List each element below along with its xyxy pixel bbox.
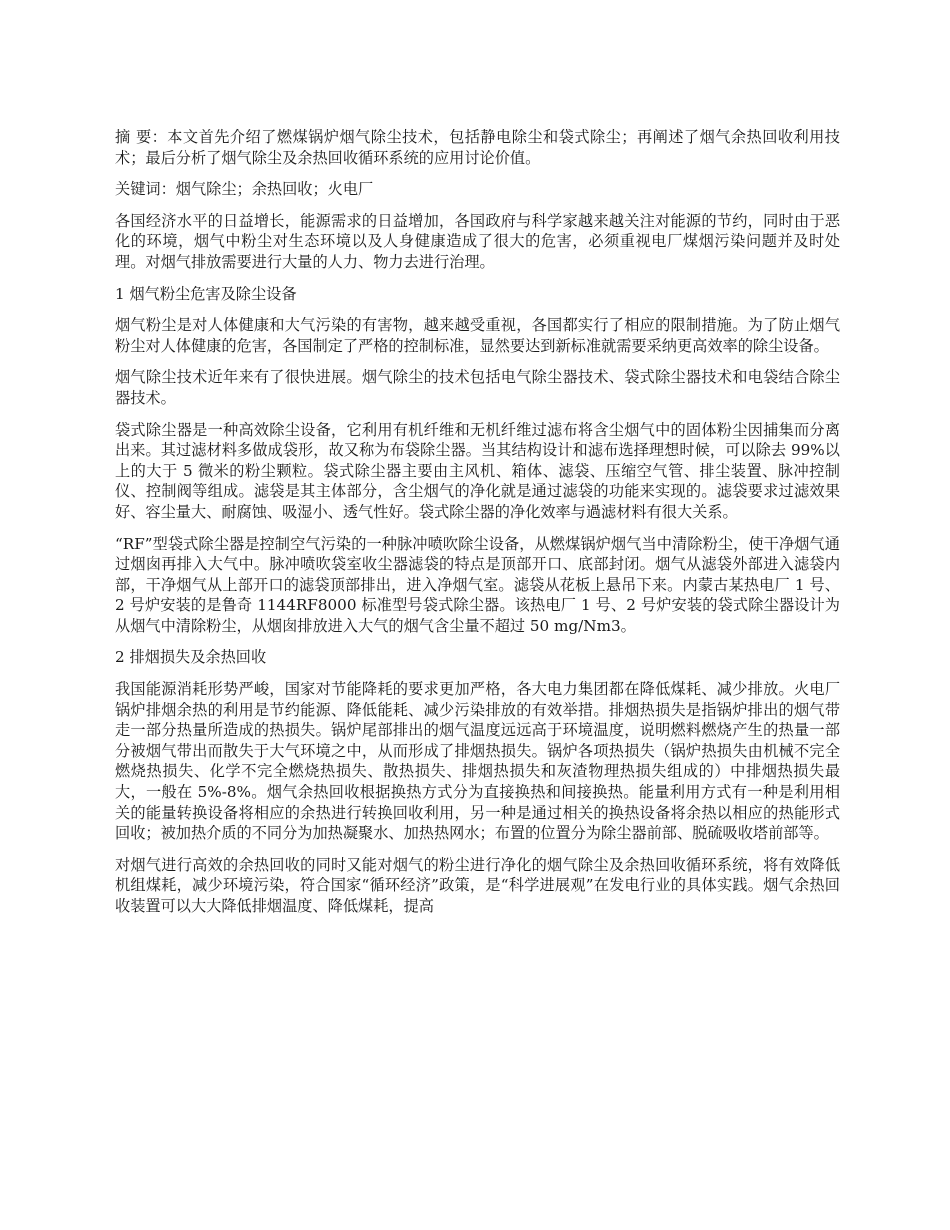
section-1-paragraph: 袋式除尘器是一种高效除尘设备，它利用有机纤维和无机纤维过滤布将含尘烟气中的固体粉尘因捕集而分离出来。其过滤材料多做成袋形，故又称为布袋除尘器。当其结构设计和滤布选择理想时候，可以除去 99%以上的大于 5 微米的粉尘颗粒。袋式除尘器主要由主风机、箱体、滤袋、压缩空气管、排尘装置、脉冲控制仪、控制阀等组成。滤袋是其主体部分，含尘烟气的净化就是通过滤袋的功能来实现的。滤袋要求过滤效果好、容尘量大、耐腐蚀、吸湿小、透气性好。袋式除尘器的净化效率与過滤材料有很大关系。 — [115, 420, 840, 521]
keywords-line: 关键词：烟气除尘；余热回收；火电厂 — [115, 180, 374, 199]
document-page — [115, 127, 840, 928]
section-1-paragraph: 烟气除尘技术近年来有了很快进展。烟气除尘的技术包括电气除尘器技术、袋式除尘器技术和电袋结合除尘器技术。 — [115, 368, 840, 407]
section-1-heading: 1 烟气粉尘危害及除尘设备 — [115, 284, 297, 303]
section-2-paragraph: 我国能源消耗形势严峻，国家对节能降耗的要求更加严格，各大电力集团都在降低煤耗、减少排放。火电厂锅炉排烟余热的利用是节约能源、降低能耗、减少污染排放的有效举措。排烟热损失是指锅炉排出的烟气带走一部分热量所造成的热损失。锅炉尾部排出的烟气温度远远高于环境温度，说明燃料燃烧产生的热量一部分被烟气带出而散失于大气环境之中，从而形成了排烟热损失。锅炉各项热损失（锅炉热损失由机械不完全燃烧热损失、化学不完全燃烧热损失、散热损失、排烟热损失和灰渣物理热损失组成的）中排烟热损失最大，一般在 5%-8%。烟气余热回收根据换热方式分为直接换热和间接换热。能量利用方式有一种是利用相关的能量转换设备将相应的余热进行转换回收利用，另一种是通过相关的换热设备将余热以相应的热能形式回收；被加热介质的不同分为加热凝聚水、加热热网水；布置的位置分为除尘器前部、脱硫吸收塔前部等。 — [115, 680, 840, 843]
intro-paragraph: 各国经济水平的日益增长，能源需求的日益增加，各国政府与科学家越来越关注对能源的节约，同时由于恶化的环境，烟气中粉尘对生态环境以及人身健康造成了很大的危害，必须重视电厂煤烟污染问题并及时处理。对烟气排放需要进行大量的人力、物力去进行治理。 — [115, 211, 840, 271]
section-2-heading: 2 排烟损失及余热回收 — [115, 648, 267, 667]
section-2-paragraph: 对烟气进行高效的余热回收的同时又能对烟气的粉尘进行净化的烟气除尘及余热回收循环系统，将有效降低机组煤耗，减少环境污染，符合国家“循环经济”政策，是“科学进展观”在发电行业的具体实践。烟气余热回收装置可以大大降低排烟温度、降低煤耗，提高 — [115, 855, 840, 915]
section-1-paragraph: 烟气粉尘是对人体健康和大气污染的有害物，越来越受重视，各国都实行了相应的限制措施。为了防止烟气粉尘对人体健康的危害，各国制定了严格的控制标准，显然要达到新标准就需要采纳更高效率的除尘设备。 — [115, 316, 840, 355]
section-1-paragraph: “RF”型袋式除尘器是控制空气污染的一种脉冲喷吹除尘设备，从燃煤锅炉烟气当中清除粉尘，使干净烟气通过烟囱再排入大气中。脉冲喷吹袋室收尘器滤袋的特点是顶部开口、底部封闭。烟气从滤袋外部进入滤袋内部，干净烟气从上部开口的滤袋顶部排出，进入净烟气室。滤袋从花板上悬吊下来。内蒙古某热电厂 1 号、2 号炉安装的是鲁奇 1144RF8000 标准型号袋式除尘器。该热电厂 1 号、2 号炉安装的袋式除尘器设计为从烟气中清除粉尘，从烟囱排放进入大气的烟气含尘量不超过 50 mg/Nm3。 — [115, 534, 840, 635]
abstract-paragraph: 摘 要：本文首先介绍了燃煤锅炉烟气除尘技术，包括静电除尘和袋式除尘；再阐述了烟气余热回收利用技术；最后分析了烟气除尘及余热回收循环系统的应用讨论价值。 — [115, 128, 840, 167]
